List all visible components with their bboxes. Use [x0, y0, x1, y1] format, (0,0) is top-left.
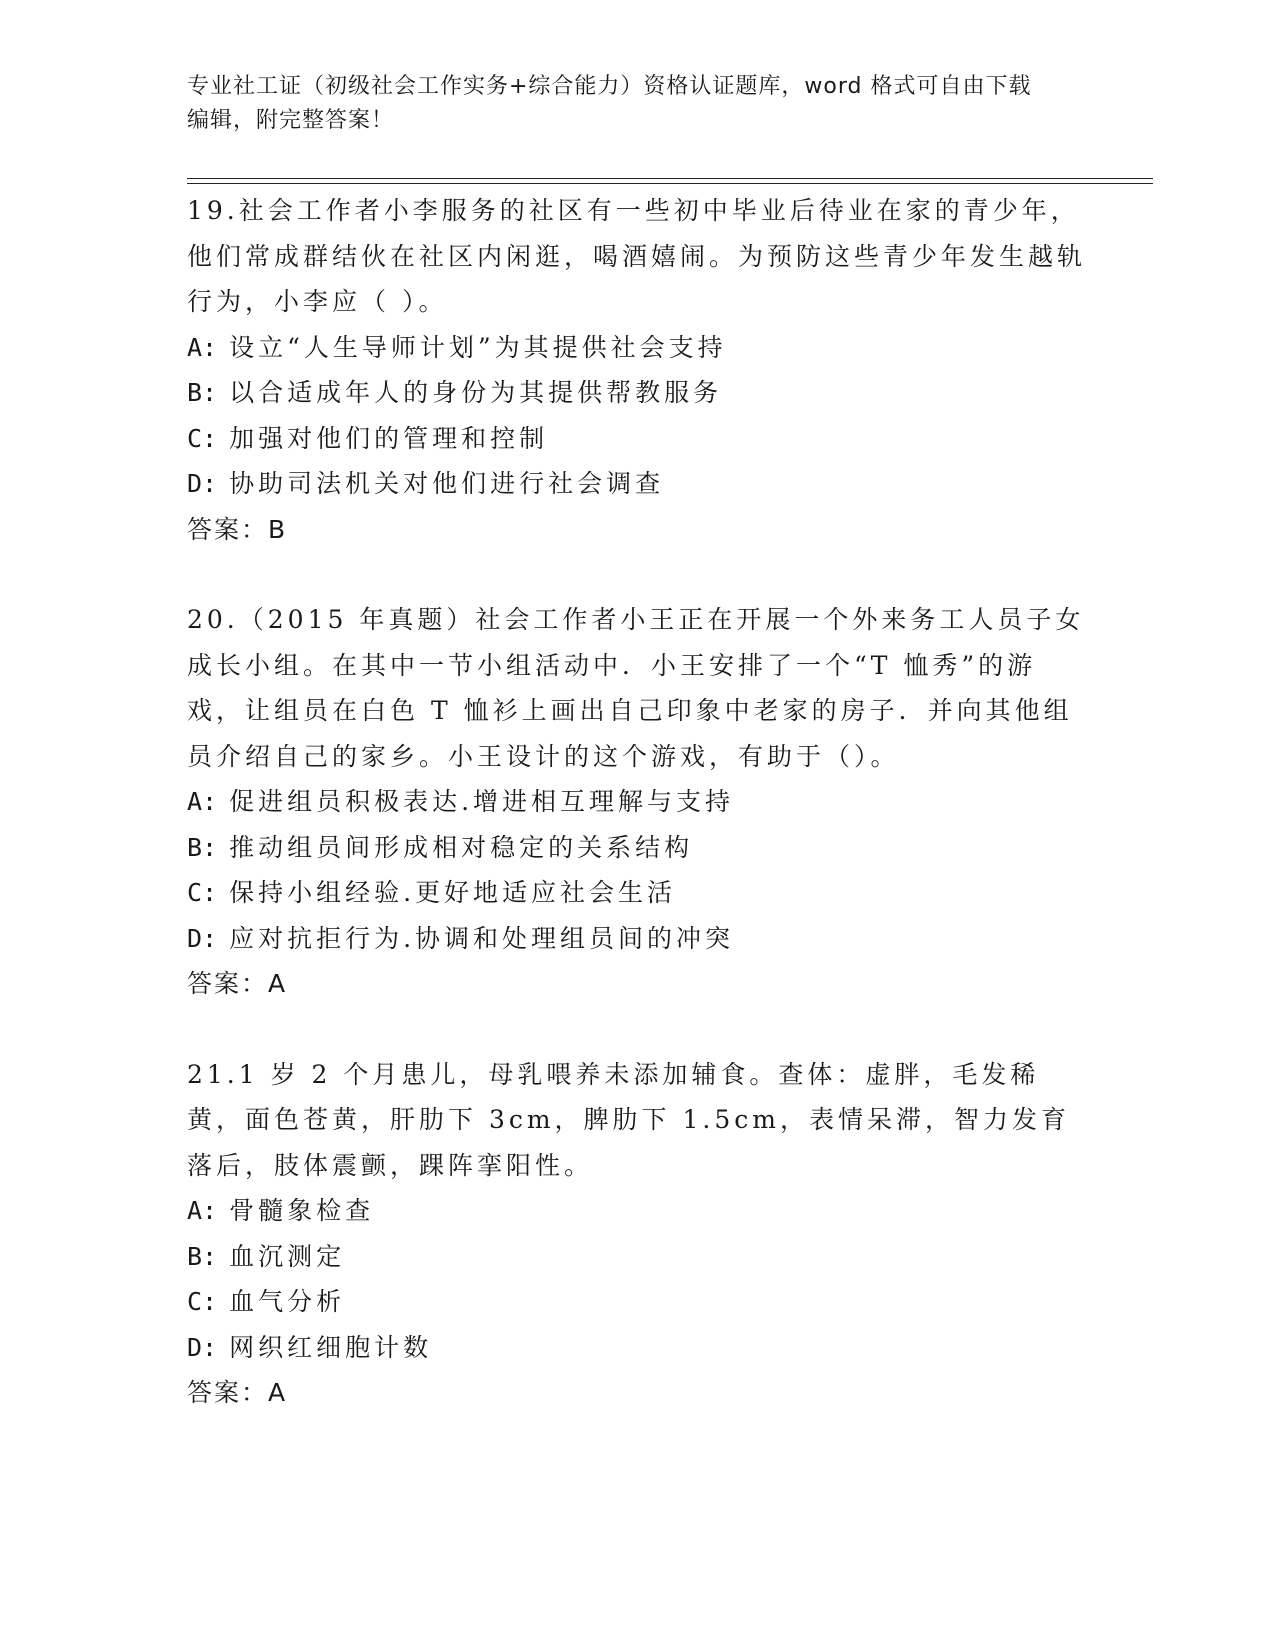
option-letter: B:	[187, 378, 218, 407]
option-c	[187, 870, 1087, 916]
option-b	[187, 1234, 1087, 1280]
answer-line: 答案：A	[187, 1378, 288, 1407]
option-c	[187, 1279, 1087, 1325]
option-text: 血沉测定	[229, 1241, 346, 1271]
question-19	[187, 188, 1087, 552]
header-divider-bottom	[187, 183, 1153, 184]
option-c	[187, 416, 1087, 462]
option-letter: B:	[187, 1241, 218, 1271]
option-letter: C:	[187, 1287, 218, 1316]
option-text: 网织红细胞计数	[229, 1332, 433, 1362]
option-text: 保持小组经验.更好地适应社会生活	[229, 878, 677, 907]
option-text: 骨髓象检查	[229, 1196, 375, 1225]
answer-line: 答案：B	[187, 514, 288, 544]
option-text: 以合适成年人的身份为其提供帮教服务	[229, 378, 723, 407]
header-line-2: 编辑，附完整答案！	[187, 108, 395, 133]
question-20	[187, 597, 1087, 1007]
option-text: 设立“人生导师计划”为其提供社会支持	[229, 332, 727, 362]
option-letter: A:	[187, 332, 218, 362]
question-stem: 19.社会工作者小李服务的社区有一些初中毕业后待业在家的青少年，他们常成群结伙在社区内闲逛，喝酒嬉闹。为预防这些青少年发生越轨行为，小李应（ ）。	[187, 196, 1087, 316]
option-letter: D:	[187, 469, 218, 498]
option-b	[187, 370, 1087, 416]
option-letter: C:	[187, 878, 218, 907]
option-d	[187, 1325, 1087, 1371]
option-letter: D:	[187, 1332, 218, 1362]
question-list	[187, 188, 1087, 1461]
option-text: 血气分析	[229, 1287, 346, 1316]
option-text: 促进组员积极表达.增进相互理解与支持	[229, 787, 735, 816]
question-stem: 20.（2015 年真题）社会工作者小王正在开展一个外来务工人员子女成长小组。在其中一节小组活动中．小王安排了一个“T 恤秀”的游戏，让组员在白色 T 恤衫上画出自己印象中老家的房子．并向其他组员介绍自己的家乡。小王设计的这个游戏，有助于（）。	[187, 605, 1085, 771]
answer-line: 答案：A	[187, 969, 288, 998]
option-a	[187, 325, 1087, 371]
question-stem: 21.1 岁 2 个月患儿，母乳喂养未添加辅食。查体：虚胖，毛发稀黄，面色苍黄，肝肋下 3cm，脾肋下 1.5cm，表情呆滞，智力发育落后，肢体震颤，踝阵挛阳性。	[187, 1059, 1070, 1180]
option-letter: B:	[187, 832, 218, 862]
option-text: 应对抗拒行为.协调和处理组员间的冲突	[229, 923, 735, 953]
header-line-1: 专业社工证（初级社会工作实务+综合能力）资格认证题库，word 格式可自由下载	[187, 74, 1032, 99]
option-b	[187, 825, 1087, 871]
option-text: 加强对他们的管理和控制	[229, 423, 549, 453]
option-a	[187, 779, 1087, 825]
option-letter: A:	[187, 1196, 218, 1225]
option-text: 协助司法机关对他们进行社会调查	[229, 469, 665, 498]
option-letter: A:	[187, 787, 218, 816]
header-divider-top	[187, 178, 1153, 179]
option-text: 推动组员间形成相对稳定的关系结构	[229, 832, 694, 862]
document-header	[187, 70, 1087, 138]
option-a	[187, 1188, 1087, 1234]
question-21	[187, 1052, 1087, 1416]
option-letter: D:	[187, 923, 218, 953]
option-d	[187, 916, 1087, 962]
option-letter: C:	[187, 423, 218, 453]
option-d	[187, 461, 1087, 507]
